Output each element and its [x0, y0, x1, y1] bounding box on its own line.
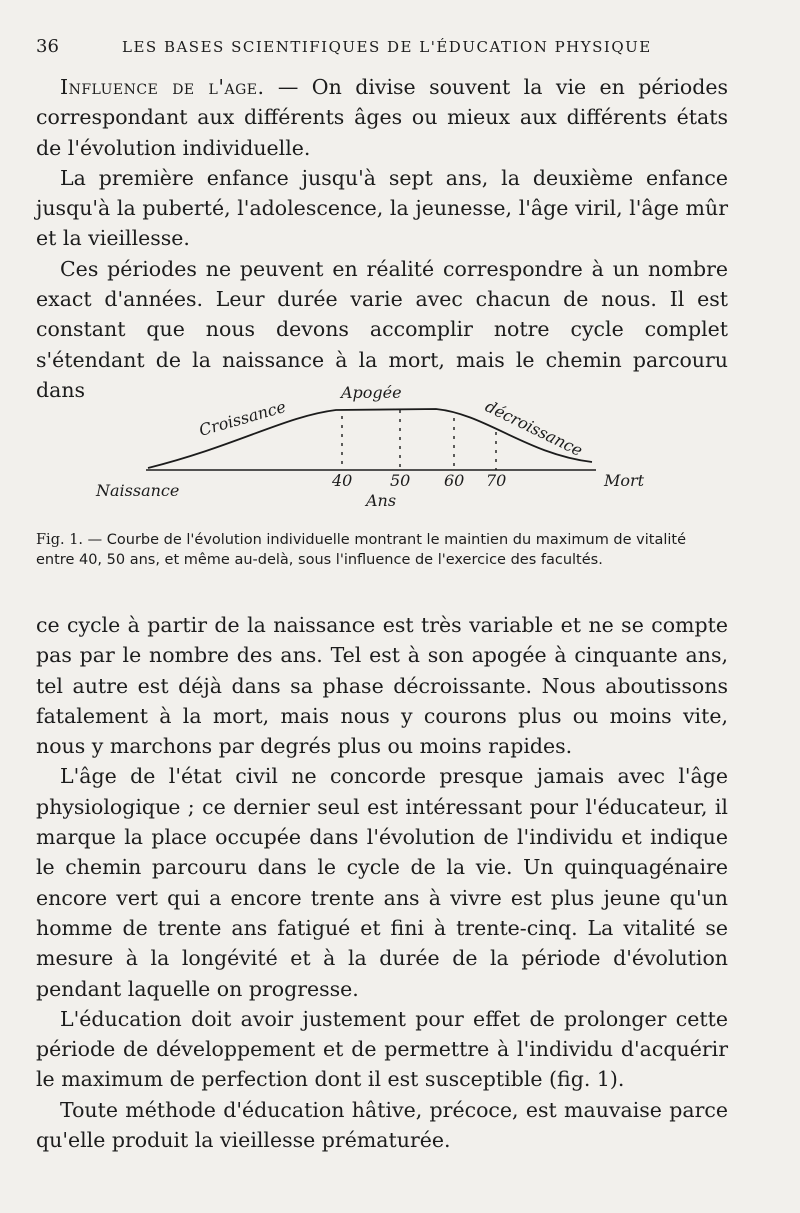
tick-label-40: 40 — [332, 471, 353, 490]
label-decroissance: décroissance — [482, 396, 586, 460]
page-header — [36, 36, 736, 60]
caption-text: Courbe de l'évolution individuelle montrant le maintien du maximum de vitalité entre 40, 50 ans, et même au-delà, sous l'influence de l'exercice des facultés. — [36, 532, 687, 568]
tick-label-50: 50 — [390, 471, 411, 490]
section-heading: Influence de l'age. — [60, 75, 265, 99]
paragraph: L'âge de l'état civil ne concorde presque jamais avec l'âge physiologique ; ce dernier seul est intéressant pour l'éducateur, il marque la place occupée dans l'évolution de l'individu et indique le chemin parcouru dans le cycle de la vie. Un quinquagénaire encore vert qui a encore trente ans à vivre est plus jeune qu'un homme de trente ans fatigué et fini à trente-cinq. La vitalité se mesure à la longévité et à la durée de la période d'évolution pendant laquelle on progresse. — [36, 764, 728, 1001]
paragraph — [36, 72, 728, 163]
text-block-bottom — [36, 610, 728, 1155]
paragraph: Ces périodes ne peuvent en réalité correspondre à un nombre exact d'années. Leur durée varie avec chacun de nous. Il est constant que nous devons accomplir notre cycle complet s'étendant de la naissance à la mort, mais le chemin parcouru dans — [36, 256, 728, 402]
caption-lead: Fig. 1. — — [36, 532, 107, 548]
evolution-curve-diagram — [36, 376, 728, 516]
label-naissance: Naissance — [96, 481, 180, 500]
label-mort: Mort — [604, 471, 645, 490]
paragraph: Toute méthode d'éducation hâtive, précoce, est mauvaise parce qu'elle produit la vieillesse prématurée. — [36, 1097, 728, 1153]
evolution-figure — [36, 376, 728, 516]
paragraph: La première enfance jusqu'à sept ans, la deuxième enfance jusqu'à la puberté, l'adolescence, la jeunesse, l'âge viril, l'âge mûr et la vieillesse. — [36, 165, 728, 251]
figure-caption — [36, 530, 728, 570]
tick-label-70: 70 — [486, 471, 507, 490]
paragraph: L'éducation doit avoir justement pour effet de prolonger cette période de développement et de permettre à l'individu d'acquérir le maximum de perfection dont il est susceptible (fig. 1). — [36, 1006, 728, 1092]
label-apogee: Apogée — [341, 383, 402, 402]
page-number: 36 — [36, 36, 59, 57]
label-ans: Ans — [366, 491, 397, 510]
running-title: LES BASES SCIENTIFIQUES DE L'ÉDUCATION PHYSIQUE — [122, 38, 652, 56]
paragraph-text: — On divise souvent la vie en périodes correspondant aux différents âges ou mieux aux différents états de l'évolution individuelle. — [36, 75, 728, 160]
label-croissance: Croissance — [196, 396, 288, 440]
tick-label-60: 60 — [444, 471, 465, 490]
text-block-top — [36, 72, 728, 405]
paragraph: ce cycle à partir de la naissance est très variable et ne se compte pas par le nombre des ans. Tel est à son apogée à cinquante ans, tel autre est déjà dans sa phase décroissante. Nous aboutissons fatalement à la mort, mais nous y courons plus ou moins vite, nous y marchons par degrés plus ou moins rapides. — [36, 613, 728, 759]
